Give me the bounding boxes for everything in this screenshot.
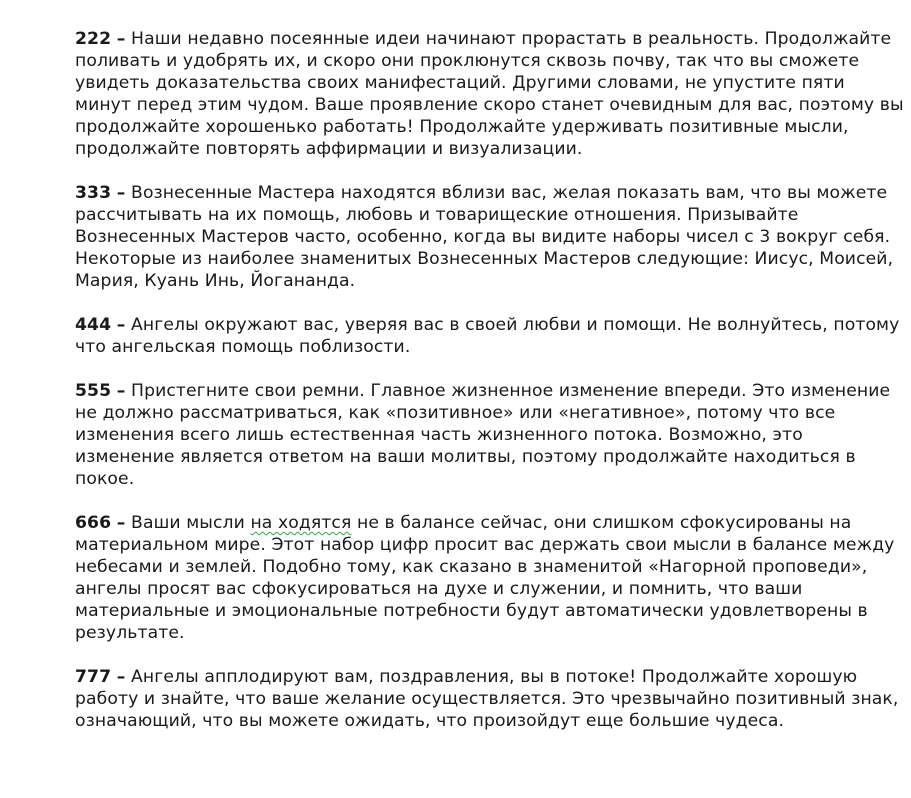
entry-number: 333: [75, 183, 112, 203]
entry-444: [75, 314, 905, 358]
entry-dash: –: [116, 381, 126, 401]
entry-text: Наши недавно посеянные идеи начинают прорастать в реальность. Продолжайте поливать и удобрять их, и скоро они проклюнутся сквозь почву, так что вы сможете увидеть доказательства своих манифестаций. Другими словами, не упустите пяти минут перед этим чудом. Ваше проявление скоро станет очевидным для вас, поэтому вы продолжайте хорошенько работать! Продолжайте удерживать позитивные мысли, продолжайте повторять аффирмации и визуализации.: [75, 29, 904, 159]
entry-dash: –: [116, 513, 126, 533]
entry-dash: –: [116, 183, 126, 203]
entry-dash: –: [116, 29, 126, 49]
entry-text: Ангелы апплодируют вам, поздравления, вы в потоке! Продолжайте хорошую работу и знайте, что ваше желание осуществляется. Это чрезвычайно позитивный знак, означающий, что вы можете ожидать, что произойдут еще большие чудеса.: [75, 667, 899, 731]
entry-dash: –: [116, 315, 126, 335]
entry-number: 777: [75, 667, 112, 687]
entry-number: 555: [75, 381, 112, 401]
entry-333: [75, 182, 905, 292]
entry-dash: –: [116, 667, 126, 687]
entry-text: Вознесенные Мастера находятся вблизи вас, желая показать вам, что вы можете рассчитывать на их помощь, любовь и товарищеские отношения. Призывайте Вознесенных Мастеров часто, особенно, когда вы видите наборы чисел с 3 вокруг себя. Некоторые из наиболее знаменитых Вознесенных Мастеров следующие: Иисус, Моисей, Мария, Куань Инь, Йогананда.: [75, 183, 894, 291]
entry-text-before: Ваши мысли: [131, 513, 245, 533]
entry-666: [75, 512, 905, 644]
entry-number: 444: [75, 315, 112, 335]
entry-text: Пристегните свои ремни. Главное жизненное изменение впереди. Это изменение не должно рассматриваться, как «позитивное» или «негативное», потому что все изменения всего лишь естественная часть жизненного потока. Возможно, это изменение является ответом на ваши молитвы, поэтому продолжайте находиться в покое.: [75, 381, 891, 489]
entry-222: [75, 28, 905, 160]
entry-number: 666: [75, 513, 112, 533]
entry-number: 222: [75, 29, 112, 49]
document-body: [75, 28, 905, 754]
entry-text-after: не в балансе сейчас, они слишком сфокусированы на материальном мире. Этот набор цифр просит вас держать свои мысли в балансе между небесами и землей. Подобно тому, как сказано в знаменитой «Нагорной проповеди», ангелы просят вас сфокусироваться на духе и служении, и помнить, что ваши материальные и эмоциональные потребности будут автоматически удовлетворены в результате.: [75, 513, 895, 643]
spellcheck-flagged-word[interactable]: на ходятся: [250, 513, 352, 533]
entry-text: Ангелы окружают вас, уверяя вас в своей любви и помощи. Не волнуйтесь, потому что ангельская помощь поблизости.: [75, 315, 900, 357]
entry-777: [75, 666, 905, 732]
entry-555: [75, 380, 905, 490]
